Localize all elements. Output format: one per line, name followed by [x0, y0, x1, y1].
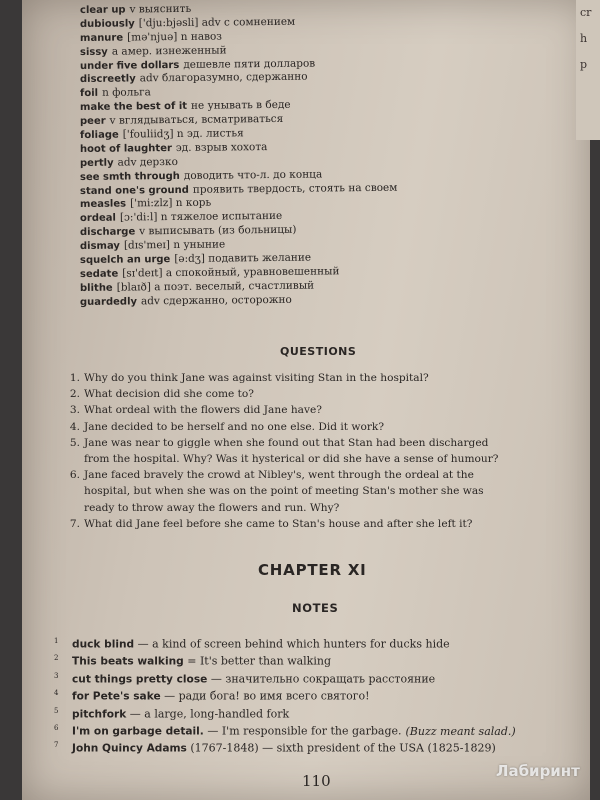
note-number: 6	[54, 723, 59, 732]
glossary-term: make the best of it	[79, 101, 188, 114]
book-page	[22, 0, 590, 800]
glossary-definition: [mə'njuə] n навоз	[127, 30, 223, 44]
glossary-definition: a амер. изнеженный	[111, 44, 227, 58]
glossary-term: guardedly	[79, 296, 138, 308]
question-item	[60, 419, 570, 435]
glossary-term: pertly	[79, 157, 114, 169]
glossary-definition: [blaɪð] a поэт. веселый, счастливый	[116, 279, 315, 294]
note-item	[54, 737, 574, 754]
note-term: cut things pretty close	[72, 673, 208, 686]
note-text: = It's better than walking	[187, 655, 331, 669]
glossary-definition: проявить твердость, стоять на своем	[192, 181, 398, 196]
note-text: — ради бога! во имя всего святого!	[164, 689, 370, 703]
question-item	[60, 402, 570, 418]
question-item	[60, 370, 570, 386]
glossary-list	[80, 4, 560, 310]
glossary-term: sissy	[79, 46, 108, 58]
note-number: 7	[54, 741, 59, 750]
question-text: What decision did she come to?	[84, 388, 254, 401]
notes-list	[54, 633, 574, 755]
question-text: from the hospital. Why? Was it hysterical or did she have a sense of humour?	[84, 452, 499, 465]
note-text: — I'm responsible for the garbage.	[207, 724, 402, 738]
glossary-term: manure	[79, 32, 124, 44]
note-item	[54, 668, 574, 685]
glossary-term: foil	[79, 88, 99, 100]
question-text: Jane faced bravely the crowd at Nibley's, went through the ordeal at the	[84, 469, 474, 482]
glossary-definition: дешевле пяти долларов	[183, 57, 316, 71]
question-number: 1.	[69, 372, 80, 384]
glossary-term: blithe	[79, 282, 113, 294]
glossary-definition: [ə:dʒ] подавить желание	[174, 251, 312, 266]
glossary-term: see smth through	[79, 170, 180, 183]
glossary-definition: доводить что-л. до конца	[183, 168, 323, 182]
glossary-definition: adv благоразумно, сдержанно	[139, 71, 308, 85]
glossary-term: peer	[79, 115, 106, 128]
note-text: — a kind of screen behind which hunters for ducks hide	[137, 637, 450, 651]
glossary-definition: [sɪ'deɪt] a спокойный, уравновешенный	[122, 265, 340, 280]
glossary-definition: ['fouliidʒ] n эд. листья	[122, 127, 244, 141]
question-continuation	[60, 451, 570, 467]
question-text: Jane was near to giggle when she found out that Stan had been discharged	[84, 436, 489, 449]
glossary-definition: [dɪs'meɪ] n уныние	[123, 238, 226, 252]
glossary-term: stand one's ground	[79, 184, 189, 197]
glossary-definition: adv дерзко	[117, 155, 178, 169]
adjacent-page-edge	[576, 0, 600, 140]
question-item	[60, 435, 570, 451]
page-number: 110	[302, 772, 331, 790]
glossary-term: dubiously	[79, 18, 135, 30]
question-text: Jane decided to be herself and no one else. Did it work?	[84, 420, 384, 433]
glossary-definition: adv сдержанно, осторожно	[140, 293, 292, 308]
questions-list	[60, 370, 570, 532]
note-term: I'm on garbage detail.	[72, 725, 204, 738]
glossary-term: sedate	[79, 268, 119, 280]
question-number: 5.	[69, 436, 80, 449]
questions-heading: QUESTIONS	[280, 345, 357, 358]
glossary-definition: v выписывать (из больницы)	[139, 223, 297, 238]
glossary-definition: не унывать в беде	[190, 99, 291, 113]
note-text: (1767-1848) — sixth president of the USA (1825-1829)	[190, 742, 496, 755]
question-text: ready to throw away the flowers and run. Why?	[84, 501, 340, 514]
question-item	[60, 467, 570, 483]
glossary-term: ordeal	[79, 212, 116, 225]
glossary-term: foliage	[79, 129, 119, 142]
adjacent-page-text: cr	[580, 6, 592, 19]
glossary-definition: ['dju:bjəsli] adv с сомнением	[138, 15, 296, 30]
chapter-heading: CHAPTER XI	[258, 561, 367, 579]
note-term: duck blind	[72, 638, 135, 651]
glossary-term: clear up	[79, 4, 126, 16]
glossary-definition: эд. взрыв хохота	[175, 140, 268, 154]
note-item	[54, 633, 574, 650]
note-number: 1	[54, 637, 59, 645]
glossary-definition: n фольга	[102, 86, 151, 100]
glossary-term: discharge	[79, 226, 136, 239]
glossary-definition: [ɔ:'di:l] n тяжелое испытание	[119, 210, 283, 224]
question-text: Why do you think Jane was against visiting Stan in the hospital?	[84, 372, 429, 384]
question-text: What ordeal with the flowers did Jane have?	[84, 404, 322, 417]
note-text: — значительно сокращать расстояние	[210, 672, 436, 686]
glossary-term: dismay	[79, 240, 120, 253]
question-number: 6.	[69, 469, 80, 482]
question-continuation	[60, 483, 570, 499]
glossary-term: under five dollars	[79, 59, 180, 72]
glossary-definition: v выяснить	[129, 2, 192, 16]
note-text: — a large, long-handled fork	[129, 707, 290, 721]
glossary-term: discreetly	[79, 73, 136, 86]
note-item	[54, 720, 574, 737]
note-term: John Quincy Adams	[72, 743, 187, 755]
note-extra: (Buzz meant salad.)	[405, 724, 516, 738]
note-item	[54, 703, 574, 720]
note-term: This beats walking	[72, 656, 184, 669]
question-number: 3.	[69, 404, 80, 417]
question-number: 2.	[69, 388, 80, 401]
watermark-logo: Лабиринт	[496, 762, 580, 780]
glossary-definition: v вглядываться, всматриваться	[109, 112, 284, 127]
question-text: What did Jane feel before she came to Stan's house and after she left it?	[84, 517, 473, 530]
note-term: for Pete's sake	[72, 690, 161, 703]
adjacent-page-text: p	[580, 58, 588, 71]
note-number: 4	[54, 689, 59, 698]
glossary-term: measles	[79, 198, 127, 211]
note-number: 3	[54, 671, 59, 680]
question-number: 7.	[69, 517, 80, 530]
adjacent-page-text: h	[580, 32, 588, 45]
question-item	[60, 516, 570, 532]
note-term: pitchfork	[72, 708, 127, 721]
glossary-definition: ['mi:zlz] n корь	[130, 197, 212, 210]
glossary-term: hoot of laughter	[79, 142, 172, 155]
notes-heading: NOTES	[292, 601, 339, 615]
question-item	[60, 386, 570, 402]
question-number: 4.	[69, 420, 80, 433]
note-item	[54, 685, 574, 702]
question-text: hospital, but when she was on the point of meeting Stan's mother she was	[84, 485, 484, 498]
note-item	[54, 650, 574, 667]
note-number: 5	[54, 706, 59, 715]
note-number: 2	[54, 654, 59, 663]
glossary-term: squelch an urge	[79, 254, 171, 267]
question-continuation	[60, 500, 570, 516]
